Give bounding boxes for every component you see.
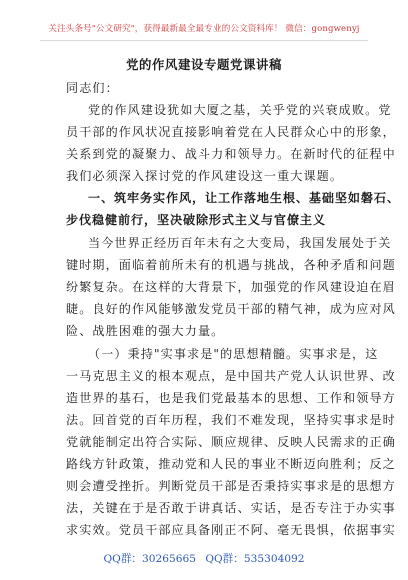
greeting: 同志们： xyxy=(66,81,119,95)
body-line: 我们必须深入探讨党的作风建设这一重大课题。 xyxy=(66,169,344,183)
body-line: 睫。良好的作风能够激发党员干部的精气神，成为应对风 xyxy=(66,302,396,316)
body-line: 路线方针政策，推动党和人民的事业不断迈向胜利；反之 xyxy=(66,457,396,471)
header-divider xyxy=(40,40,368,41)
body-line: 键时期，面临着前所未有的机遇与挑战，各种矛盾和问题 xyxy=(66,258,396,272)
body-line: 党的作风建设犹如大厦之基，关乎党的兴衰成败。党 xyxy=(88,103,392,117)
header-banner: 关注头条号"公文研究"，获得最新最全最专业的公文资料库！ 微信：gongwenyj xyxy=(48,24,360,34)
body-line: 险、战胜困难的强大力量。 xyxy=(66,324,225,338)
section-heading: 一、筑牢务实作风，让工作落地生根、基础坚如磐石、 xyxy=(88,191,400,205)
body-line: 法，关键在于是否敢于讲真话、实话，是否专注于办实事 xyxy=(66,501,396,515)
body-line: 员干部的作风状况直接影响着党在人民群众心中的形象， xyxy=(66,125,396,139)
body-line: 关系到党的凝聚力、战斗力和领导力。在新时代的征程中 xyxy=(66,147,396,161)
subsection-line: （一）秉持"实事求是"的思想精髓。实事求是，这 xyxy=(88,347,379,361)
body-line: 一马克思主义的根本观点，是中国共产党人认识世界、改 xyxy=(66,369,396,383)
body-line: 党就能制定出符合实际、顺应规律、反映人民需求的正确 xyxy=(66,435,396,449)
body-line: 求实效。党员干部应具备刚正不阿、毫无畏惧，依据事实 xyxy=(66,523,396,537)
body-line: 则会遭受挫折。判断党员干部是否秉持实事求是的思想方 xyxy=(66,479,396,493)
qq-group-1: QQ群：30265665 xyxy=(103,553,196,565)
qq-group-2: QQ群：535304092 xyxy=(205,553,305,565)
document-title: 党的作风建设专题党课讲稿 xyxy=(126,57,282,72)
body-line: 造世界的基石，也是我们党最基本的思想、工作和领导方 xyxy=(66,391,396,405)
footer-contact xyxy=(0,551,408,566)
body-line: 当今世界正经历百年未有之大变局，我国发展处于关 xyxy=(88,236,392,250)
body-line: 法。回首党的百年历程，我们不难发现，坚持实事求是时 xyxy=(66,413,396,427)
section-heading: 步伐稳健前行，坚决破除形式主义与官僚主义 xyxy=(66,213,326,227)
body-line: 纷繁复杂。在这样的大背景下，加强党的作风建设迫在眉 xyxy=(66,280,396,294)
